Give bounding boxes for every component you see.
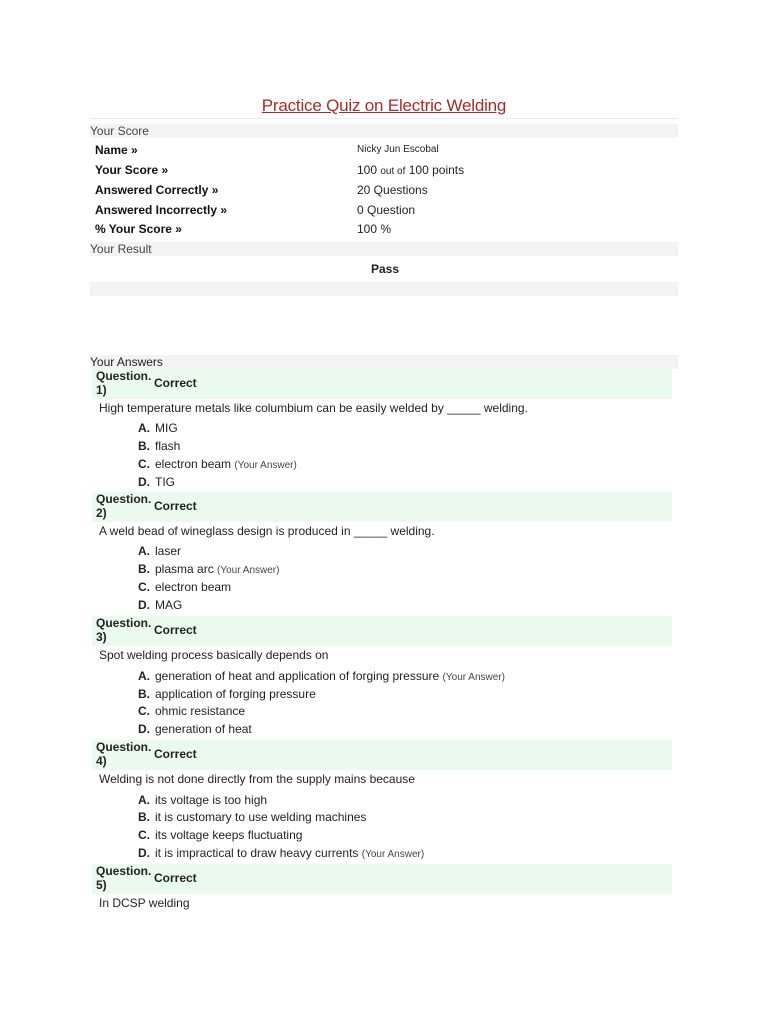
answer-option-selected: D. it is impractical to draw heavy currents (Your Answer) [138,846,425,860]
answer-option: B. flash [138,439,181,453]
question-header-4 [92,740,672,770]
question-status: Correct [154,747,197,761]
title-divider [90,118,678,119]
question-header-1 [92,369,672,399]
question-header-2 [92,492,672,522]
question-number: Question. 3) [96,616,152,644]
answer-option-selected: C. electron beam (Your Answer) [138,457,297,471]
question-number: Question. 1) [96,369,152,397]
score-row-correct [95,181,675,199]
question-status: Correct [154,871,197,885]
your-answers-heading: Your Answers [90,355,678,369]
row-label: % Your Score » [95,222,182,236]
question-text: Spot welding process basically depends on [99,648,329,662]
row-value: 100 out of 100 points [357,163,465,177]
question-header-3 [92,616,672,646]
question-status: Correct [154,376,197,390]
question-number: Question. 5) [96,864,152,892]
row-value: Nicky Jun Escobal [357,144,439,155]
your-answer-tag: (Your Answer) [361,849,425,860]
question-status: Correct [154,499,197,513]
row-value: 20 Questions [357,183,428,197]
question-number: Question. 2) [96,492,152,520]
your-result-heading: Your Result [90,242,678,256]
answer-option: C. ohmic resistance [138,704,246,718]
row-label: Answered Correctly » [95,183,219,197]
score-row-score [95,161,675,179]
score-row-percent [95,220,675,238]
page-title: Practice Quiz on Electric Welding [261,96,507,115]
row-label: Your Score » [95,163,169,177]
score-row-name [95,141,675,159]
answer-option: C. its voltage keeps fluctuating [138,828,303,842]
result-value: Pass [370,262,400,276]
your-score-heading: Your Score [90,124,678,138]
question-header-5 [92,864,672,894]
row-label: Answered Incorrectly » [95,203,228,217]
answer-option: D. generation of heat [138,722,252,736]
question-text: High temperature metals like columbium can be easily welded by _____ welding. [99,401,528,415]
question-status: Correct [154,623,197,637]
answer-option: C. electron beam [138,580,232,594]
answer-option: D. TIG [138,475,175,489]
row-value: 0 Question [357,203,416,217]
score-row-incorrect [95,201,675,219]
question-number: Question. 4) [96,740,152,768]
answer-option: A. MIG [138,421,178,435]
result-footer-bar [90,282,678,296]
question-text: In DCSP welding [99,896,190,910]
answer-option: B. application of forging pressure [138,687,316,701]
answer-option: A. laser [138,544,182,558]
answer-option-selected: B. plasma arc (Your Answer) [138,562,280,576]
answer-option: B. it is customary to use welding machines [138,810,367,824]
answer-option-selected: A. generation of heat and application of forging pressure (Your Answer) [138,669,505,683]
your-answer-tag: (Your Answer) [217,565,280,576]
question-text: Welding is not done directly from the supply mains because [99,772,415,786]
your-answer-tag: (Your Answer) [442,672,505,683]
answer-option: D. MAG [138,598,183,612]
your-answer-tag: (Your Answer) [234,460,297,471]
answer-option: A. its voltage is too high [138,793,268,807]
row-value: 100 % [357,222,392,236]
row-label: Name » [95,143,138,157]
question-text: A weld bead of wineglass design is produced in _____ welding. [99,524,435,538]
